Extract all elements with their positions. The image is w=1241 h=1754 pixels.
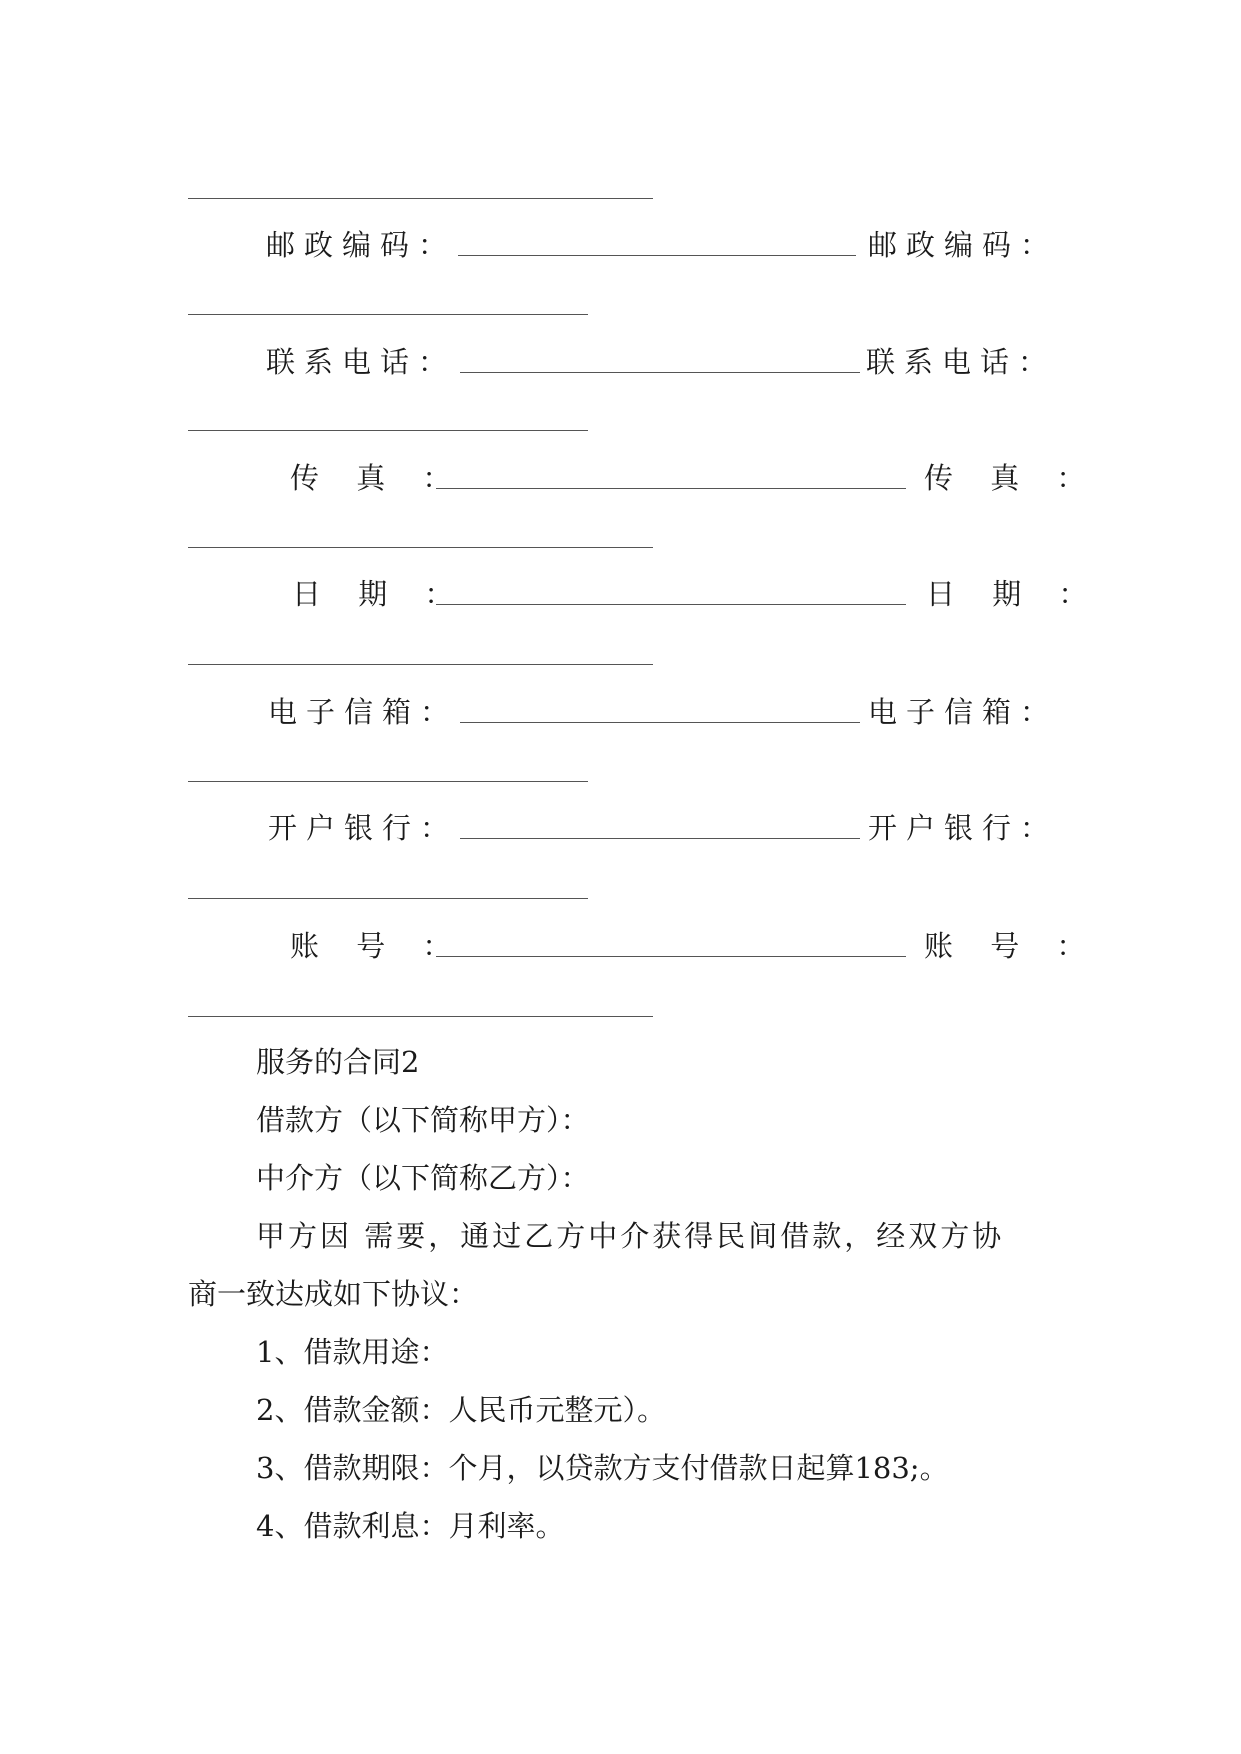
form-row-phone bbox=[0, 342, 1241, 382]
postal-code-label: 邮政编码： bbox=[266, 228, 457, 262]
underline bbox=[188, 781, 588, 782]
date-blank[interactable] bbox=[436, 604, 906, 605]
email-blank[interactable] bbox=[460, 722, 860, 723]
underline bbox=[188, 1016, 653, 1017]
date-label: 日 期 ： bbox=[292, 577, 468, 611]
clause-interest: 4、借款利息：月利率。 bbox=[256, 1509, 565, 1543]
account-label: 账 号 ： bbox=[290, 929, 466, 963]
phone-label-right: 联系电话： bbox=[866, 345, 1057, 379]
fax-label-right: 传 真 ： bbox=[924, 461, 1100, 495]
form-row-bank bbox=[0, 808, 1241, 848]
form-row-email bbox=[0, 692, 1241, 732]
underline bbox=[188, 898, 588, 899]
clause-purpose: 1、借款用途： bbox=[256, 1335, 449, 1369]
form-row-fax bbox=[0, 458, 1241, 498]
bank-blank[interactable] bbox=[460, 838, 860, 839]
intro-paragraph-line-1: 甲方因 需要，通过乙方中介获得民间借款，经双方协 bbox=[256, 1219, 1005, 1253]
fax-blank[interactable] bbox=[436, 488, 906, 489]
underline bbox=[188, 664, 653, 665]
contract-title: 服务的合同2 bbox=[256, 1045, 420, 1079]
form-row-date bbox=[0, 574, 1241, 614]
email-label: 电子信箱： bbox=[268, 695, 459, 729]
form-row-account bbox=[0, 926, 1241, 966]
account-blank[interactable] bbox=[436, 956, 906, 957]
email-label-right: 电子信箱： bbox=[868, 695, 1059, 729]
bank-label: 开户银行： bbox=[268, 811, 459, 845]
underline bbox=[188, 198, 653, 199]
clause-amount: 2、借款金额：人民币元整元）。 bbox=[256, 1393, 666, 1427]
fax-label: 传 真 ： bbox=[290, 461, 466, 495]
bank-label-right: 开户银行： bbox=[868, 811, 1059, 845]
phone-blank[interactable] bbox=[460, 372, 860, 373]
phone-label: 联系电话： bbox=[266, 345, 457, 379]
underline bbox=[188, 314, 588, 315]
underline bbox=[188, 547, 653, 548]
postal-code-blank[interactable] bbox=[458, 255, 856, 256]
underline bbox=[188, 430, 588, 431]
form-row-postal-code bbox=[0, 225, 1241, 265]
borrower-line: 借款方（以下简称甲方）： bbox=[256, 1103, 590, 1137]
date-label-right: 日 期 ： bbox=[926, 577, 1102, 611]
postal-code-label-right: 邮政编码： bbox=[868, 228, 1059, 262]
clause-term: 3、借款期限：个月，以贷款方支付借款日起算183;。 bbox=[256, 1451, 949, 1485]
intro-paragraph-line-2: 商一致达成如下协议： bbox=[188, 1277, 479, 1311]
account-label-right: 账 号 ： bbox=[924, 929, 1100, 963]
intermediary-line: 中介方（以下简称乙方）： bbox=[256, 1161, 590, 1195]
